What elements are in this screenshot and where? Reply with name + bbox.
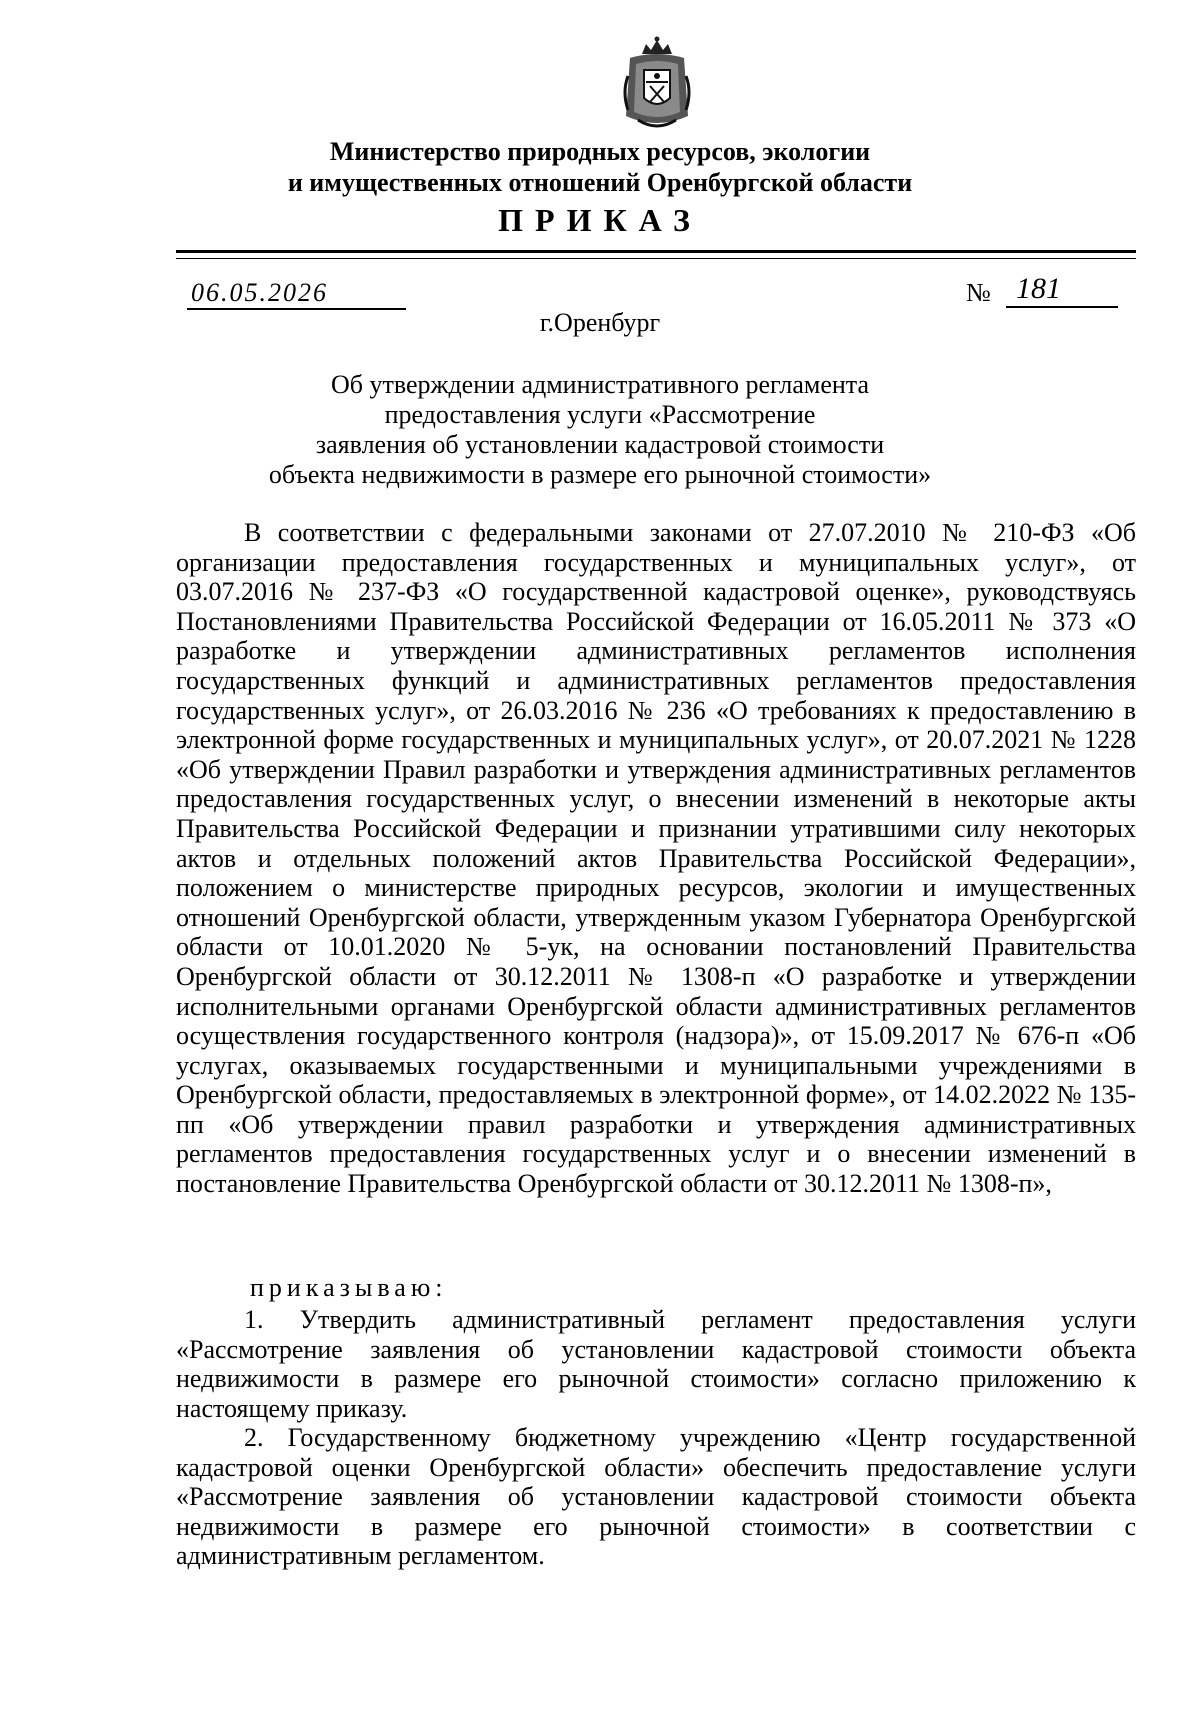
document-title — [200, 370, 1000, 490]
order-item-1 — [176, 1305, 1136, 1423]
coat-of-arms-icon — [620, 36, 694, 132]
header-divider-thin — [176, 258, 1136, 259]
header-divider-thick — [176, 250, 1136, 253]
order-item-2-text: 2. Государственному бюджетному учреждению «Центр государственной кадастровой оценки Оренбургской области» обеспечить предоставление услуги «Рассмотрение заявления об установлении кадастровой стоимости объекта недвижимости в размере его рыночной стоимости» в соответствии с административным регламентом. — [176, 1423, 1136, 1571]
document-type-heading: ПРИКАЗ — [498, 202, 702, 238]
document-date: 06.05.2026 — [187, 278, 406, 310]
ministry-name-line1: Министерство природных ресурсов, экологии — [329, 137, 871, 166]
title-line: Об утверждении административного регламента — [330, 370, 870, 399]
ministry-name-line2: и имущественных отношений Оренбургской области — [287, 168, 913, 197]
title-line: предоставления услуги «Рассмотрение — [384, 400, 816, 429]
city-name: г.Оренбург — [539, 308, 661, 337]
preamble-paragraph — [176, 518, 1136, 1199]
order-item-2 — [176, 1423, 1136, 1571]
document-number: 181 — [1006, 272, 1118, 308]
order-item-1-text: 1. Утвердить административный регламент предоставления услуги «Рассмотрение заявления об установлении кадастровой стоимости объекта недвижимости в размере его рыночной стоимости» согласно приложению к настоящему приказу. — [176, 1305, 1136, 1423]
order-word: приказываю: — [250, 1273, 448, 1302]
preamble-text: В соответствии с федеральными законами от 27.07.2010 № 210-ФЗ «Об организации предоставления государственных и муниципальных услуг», от 03.07.2016 № 237-ФЗ «О государственной кадастровой оценке», руководствуясь Постановлениями Правительства Российской Федерации от 16.05.2011 № 373 «О разработке и утверждении административных регламентов исполнения государственных функций и административных регламентов предоставления государственных услуг», от 26.03.2016 № 236 «О требованиях к предоставлению в электронной форме государственных и муниципальных услуг», от 20.07.2021 № 1228 «Об утверждении Правил разработки и утверждения административных регламентов предоставления государственных услуг, о внесении изменений в некоторые акты Правительства Российской Федерации и признании утратившими силу некоторых актов и отдельных положений актов Правительства Российской Федерации», положением о министерстве природных ресурсов, экологии и имущественных отношений Оренбургской области, утвержденным указом Губернатора Оренбургской области от 10.01.2020 № 5-ук, на основании постановлений Правительства Оренбургской области от 30.12.2011 № 1308-п «О разработке и утверждении исполнительными органами Оренбургской области административных регламентов осуществления государственного контроля (надзора)», от 15.09.2017 № 676-п «Об услугах, оказываемых государственными и муниципальными учреждениями в Оренбургской области, предоставляемых в электронной форме», от 14.02.2022 № 135-пп «Об утверждении правил разработки и утверждения административных регламентов предоставления государственных услуг и о внесении изменений в постановление Правительства Оренбургской области от 30.12.2011 № 1308-п», — [176, 518, 1136, 1199]
title-line: объекта недвижимости в размере его рыночной стоимости» — [268, 460, 932, 489]
number-sign: № — [966, 278, 991, 307]
title-line: заявления об установлении кадастровой стоимости — [315, 430, 885, 459]
